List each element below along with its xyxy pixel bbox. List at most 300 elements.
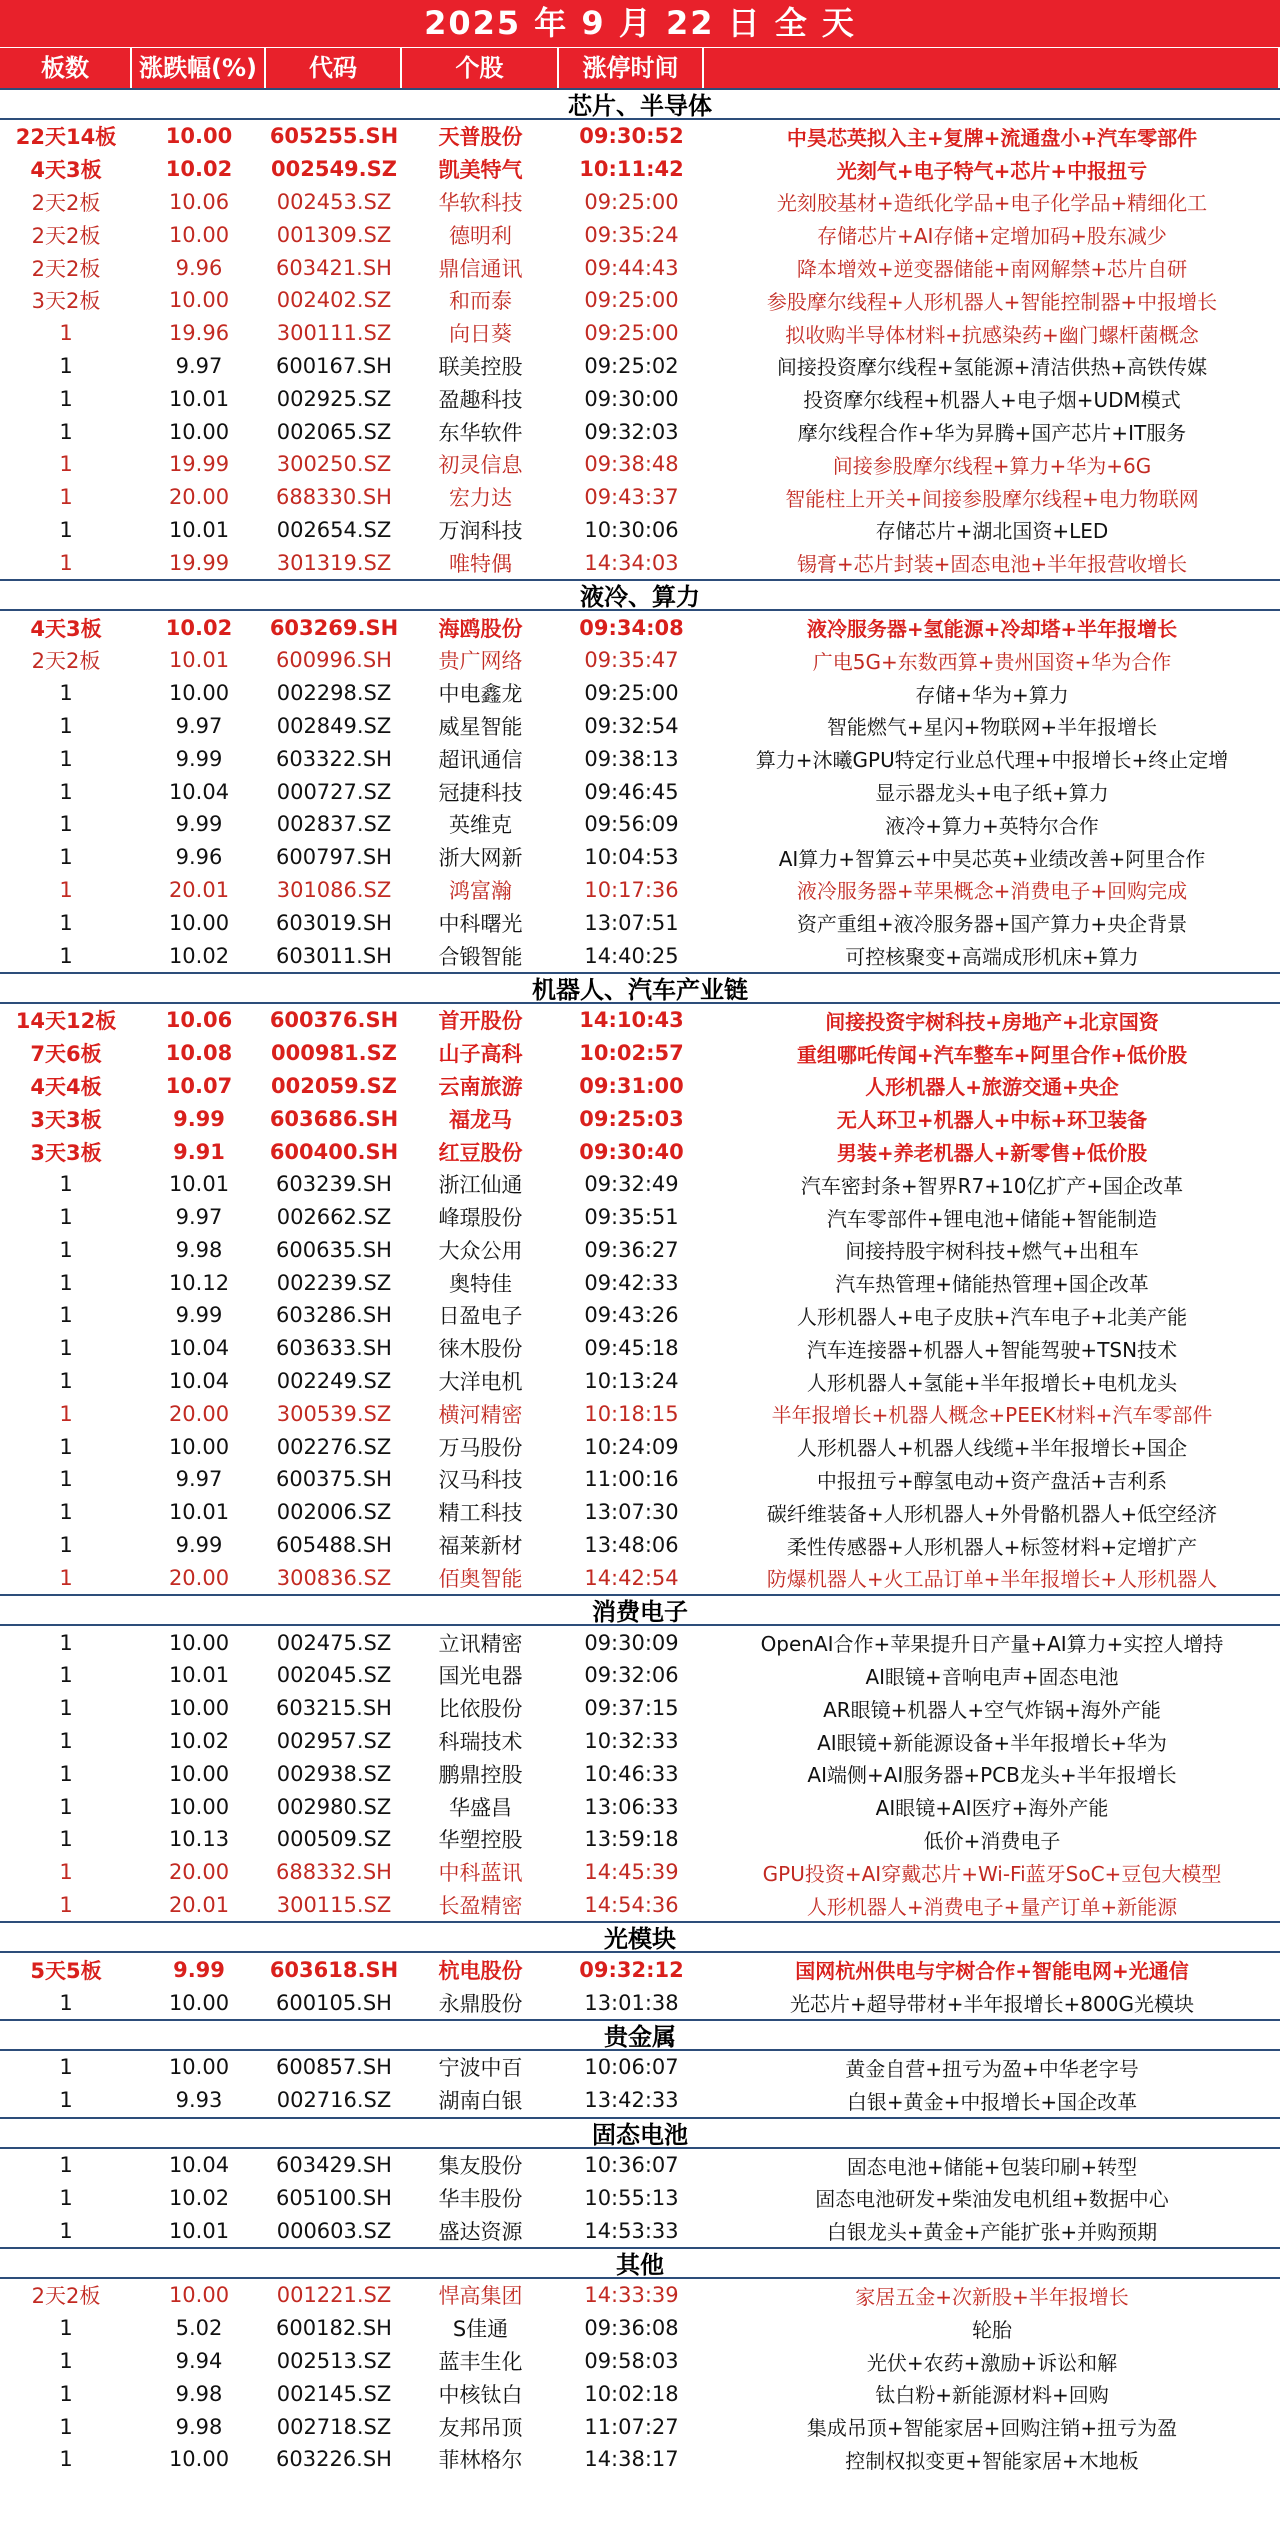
stock-name-cell: 贵广网络 <box>438 649 523 674</box>
board-count-cell: 4天3板 <box>30 158 102 183</box>
stock-code-cell: 603269.SH <box>269 615 399 640</box>
reason-cell: 锡膏+芯片封装+固态电池+半年报营收增长 <box>796 552 1188 577</box>
table-row <box>0 1561 1280 1594</box>
limit-time-cell: 09:44:43 <box>584 255 679 280</box>
reason-cell: 柔性传感器+人形机器人+标签材料+定增扩产 <box>786 1534 1198 1559</box>
reason-cell: AI眼镜+音响电声+固态电池 <box>865 1664 1119 1689</box>
table-row <box>0 2279 1280 2312</box>
limit-time-cell: 09:37:15 <box>584 1696 679 1721</box>
stock-name-cell: S佳通 <box>452 2317 509 2342</box>
section-header: 光模块 <box>0 1921 1280 1953</box>
header-change-pct: 涨跌幅(%) <box>132 48 266 88</box>
change-pct-cell: 10.02 <box>168 2185 230 2210</box>
stock-name-cell: 浙大网新 <box>438 846 523 871</box>
table-row <box>0 382 1280 415</box>
reason-cell: 光芯片+超导带材+半年报增长+800G光模块 <box>790 1992 1194 2017</box>
limit-time-cell: 14:42:54 <box>584 1565 679 1590</box>
change-pct-cell: 19.99 <box>168 452 230 477</box>
board-count-cell: 1 <box>59 2055 73 2080</box>
limit-time-cell: 09:25:00 <box>584 189 679 214</box>
stock-name-cell: 横河精密 <box>438 1402 523 1427</box>
limit-time-cell: 10:17:36 <box>584 877 679 902</box>
stock-code-cell: 002239.SZ <box>276 1270 392 1295</box>
reason-cell: 存储芯片+AI存储+定增加码+股东减少 <box>817 224 1167 249</box>
stock-code-cell: 688332.SH <box>276 1860 392 1885</box>
change-pct-cell: 9.99 <box>173 1106 225 1131</box>
limit-time-cell: 10:30:06 <box>584 517 679 542</box>
board-count-cell: 1 <box>59 2088 73 2113</box>
stock-name-cell: 万润科技 <box>438 518 523 543</box>
change-pct-cell: 10.00 <box>168 288 230 313</box>
stock-code-cell: 605255.SH <box>269 124 399 149</box>
reason-cell: 控制权拟变更+智能家居+木地板 <box>845 2448 1139 2473</box>
table-row <box>0 120 1280 153</box>
limit-time-cell: 14:33:39 <box>584 2283 679 2308</box>
stock-name-cell: 福龙马 <box>449 1107 512 1132</box>
stock-name-cell: 大洋电机 <box>438 1370 523 1395</box>
stock-name-cell: 万马股份 <box>438 1435 523 1460</box>
board-count-cell: 1 <box>59 1237 73 1262</box>
stock-name-cell: 大众公用 <box>438 1238 523 1263</box>
limit-time-cell: 09:35:47 <box>584 648 679 673</box>
board-count-cell: 1 <box>59 2153 73 2178</box>
table-row <box>0 808 1280 841</box>
stock-code-cell: 603226.SH <box>276 2447 392 2472</box>
limit-time-cell: 13:42:33 <box>584 2088 679 2113</box>
change-pct-cell: 10.04 <box>168 779 230 804</box>
table-row <box>0 1135 1280 1168</box>
limit-time-cell: 10:46:33 <box>584 1761 679 1786</box>
table-row <box>0 1790 1280 1823</box>
change-pct-cell: 10.04 <box>168 1336 230 1361</box>
change-pct-cell: 10.13 <box>168 1827 230 1852</box>
stock-code-cell: 002662.SZ <box>276 1205 392 1230</box>
change-pct-cell: 10.00 <box>168 2447 230 2472</box>
reason-cell: 中报扭亏+醇氢电动+资产盘活+吉利系 <box>816 1468 1168 1493</box>
board-count-cell: 1 <box>59 1401 73 1426</box>
stock-code-cell: 603239.SH <box>276 1172 392 1197</box>
board-count-cell: 2天2板 <box>31 256 101 281</box>
reason-cell: 固态电池+储能+包装印刷+转型 <box>846 2154 1138 2179</box>
stock-code-cell: 300836.SZ <box>276 1565 392 1590</box>
reason-cell: 碳纤维装备+人形机器人+外骨骼机器人+低空经济 <box>766 1501 1218 1526</box>
limit-time-cell: 09:43:26 <box>584 1303 679 1328</box>
change-pct-cell: 10.02 <box>168 943 230 968</box>
reason-cell: 家居五金+次新股+半年报增长 <box>855 2284 1129 2309</box>
table-row <box>0 1102 1280 1135</box>
table-row <box>0 1201 1280 1234</box>
table-row <box>0 1953 1280 1986</box>
header-board-count: 板数 <box>0 48 132 88</box>
board-count-cell: 1 <box>59 1500 73 1525</box>
table-row <box>0 611 1280 644</box>
section-header: 消费电子 <box>0 1594 1280 1626</box>
limit-time-cell: 10:04:53 <box>584 845 679 870</box>
stock-name-cell: 菲林格尔 <box>438 2448 523 2473</box>
stock-name-cell: 蓝丰生化 <box>438 2350 523 2374</box>
limit-time-cell: 10:24:09 <box>584 1434 679 1459</box>
table-row <box>0 677 1280 710</box>
change-pct-cell: 20.00 <box>168 1565 230 1590</box>
board-count-cell: 1 <box>59 1860 73 1885</box>
reason-cell: 智能燃气+星闪+物联网+半年报增长 <box>826 715 1158 740</box>
reason-cell: 间接投资宇树科技+房地产+北京国资 <box>825 1009 1159 1034</box>
stock-code-cell: 603686.SH <box>269 1106 399 1131</box>
stock-code-cell: 600635.SH <box>276 1237 392 1262</box>
table-row <box>0 2443 1280 2476</box>
table-row <box>0 1397 1280 1430</box>
stock-code-cell: 600996.SH <box>276 648 392 673</box>
stock-code-cell: 002938.SZ <box>276 1761 392 1786</box>
limit-time-cell: 09:25:02 <box>584 353 679 378</box>
board-count-cell: 4天4板 <box>30 1074 102 1099</box>
change-pct-cell: 10.04 <box>168 2153 230 2178</box>
stock-name-cell: 宏力达 <box>449 486 512 511</box>
stock-name-cell: 凯美特气 <box>438 158 523 183</box>
stock-name-cell: 红豆股份 <box>438 1140 523 1165</box>
limit-time-cell: 10:06:07 <box>584 2055 679 2080</box>
limit-time-cell: 09:25:00 <box>584 321 679 346</box>
reason-cell: 液冷+算力+英特尔合作 <box>885 813 1099 838</box>
change-pct-cell: 20.00 <box>168 1860 230 1885</box>
limit-time-cell: 09:38:13 <box>584 746 679 771</box>
table-row <box>0 1692 1280 1725</box>
stock-code-cell: 002045.SZ <box>276 1663 392 1688</box>
change-pct-cell: 10.06 <box>165 1008 233 1033</box>
stock-code-cell: 600797.SH <box>276 845 392 870</box>
change-pct-cell: 9.99 <box>175 1533 223 1558</box>
table-row <box>0 1856 1280 1889</box>
stock-code-cell: 002513.SZ <box>276 2349 392 2373</box>
board-count-cell: 1 <box>59 910 73 935</box>
board-count-cell: 4天3板 <box>30 616 102 641</box>
stock-name-cell: 中科蓝讯 <box>438 1861 523 1886</box>
stock-name-cell: 天普股份 <box>438 125 523 150</box>
board-count-cell: 1 <box>59 1467 73 1492</box>
board-count-cell: 1 <box>59 1172 73 1197</box>
board-count-cell: 1 <box>59 1827 73 1852</box>
board-count-cell: 22天14板 <box>15 125 117 150</box>
limit-time-cell: 09:42:33 <box>584 1270 679 1295</box>
limit-time-cell: 10:55:13 <box>584 2185 679 2210</box>
reason-cell: 间接参股摩尔线程+算力+华为+6G <box>832 453 1152 478</box>
limit-time-cell: 09:30:09 <box>584 1630 679 1655</box>
reason-cell: 白银+黄金+中报增长+国企改革 <box>846 2089 1138 2114</box>
table-row <box>0 1529 1280 1562</box>
stock-code-cell: 603019.SH <box>276 910 392 935</box>
change-pct-cell: 9.98 <box>175 2381 223 2406</box>
stock-code-cell: 002059.SZ <box>271 1073 397 1098</box>
reason-cell: 汽车密封条+智界R7+10亿扩产+国企改革 <box>800 1173 1184 1198</box>
board-count-cell: 1 <box>59 1369 73 1394</box>
stock-code-cell: 300250.SZ <box>276 452 392 477</box>
board-count-cell: 1 <box>59 517 73 542</box>
board-count-cell: 1 <box>59 2316 73 2341</box>
stock-name-cell: 宁波中百 <box>438 2056 523 2081</box>
table-row <box>0 153 1280 186</box>
limit-time-cell: 09:36:27 <box>584 1237 679 1262</box>
table-row <box>0 2181 1280 2214</box>
reason-cell: GPU投资+AI穿戴芯片+Wi-Fi蓝牙SoC+豆包大模型 <box>762 1861 1222 1886</box>
board-count-cell: 7天6板 <box>30 1042 102 1067</box>
table-row <box>0 1496 1280 1529</box>
table-row <box>0 2084 1280 2117</box>
board-count-cell: 1 <box>59 877 73 902</box>
stock-code-cell: 600375.SH <box>276 1467 392 1492</box>
change-pct-cell: 20.00 <box>168 485 230 510</box>
change-pct-cell: 10.02 <box>165 615 233 640</box>
stock-name-cell: 友邦吊顶 <box>438 2415 523 2440</box>
change-pct-cell: 10.00 <box>168 1434 230 1459</box>
reason-cell: 存储+华为+算力 <box>915 682 1069 707</box>
change-pct-cell: 10.00 <box>168 681 230 706</box>
board-count-cell: 1 <box>59 1533 73 1558</box>
stock-code-cell: 002276.SZ <box>276 1434 392 1459</box>
reason-cell: 国网杭州供电与宇树合作+智能电网+光通信 <box>795 1959 1189 1984</box>
change-pct-cell: 10.01 <box>168 1500 230 1525</box>
board-count-cell: 1 <box>59 746 73 771</box>
board-count-cell: 1 <box>59 485 73 510</box>
stock-code-cell: 002849.SZ <box>276 713 392 738</box>
stock-name-cell: 首开股份 <box>438 1009 523 1034</box>
change-pct-cell: 5.02 <box>175 2316 223 2341</box>
stock-name-cell: 国光电器 <box>438 1664 523 1689</box>
stock-code-cell: 603429.SH <box>276 2153 392 2178</box>
stock-name-cell: 湖南白银 <box>438 2089 523 2114</box>
board-count-cell: 1 <box>59 1303 73 1328</box>
table-row <box>0 2214 1280 2247</box>
board-count-cell: 1 <box>59 1630 73 1655</box>
header-code: 代码 <box>266 48 402 88</box>
stock-code-cell: 603421.SH <box>276 255 392 280</box>
stock-name-cell: 东华软件 <box>438 420 523 445</box>
reason-cell: AI算力+智算云+中昊芯英+业绩改善+阿里合作 <box>778 846 1206 871</box>
stock-code-cell: 000981.SZ <box>271 1041 397 1066</box>
table-header <box>0 47 1280 88</box>
reason-cell: 汽车连接器+机器人+智能驾驶+TSN技术 <box>806 1337 1178 1362</box>
stock-code-cell: 603011.SH <box>276 943 392 968</box>
limit-time-cell: 09:43:37 <box>584 485 679 510</box>
stock-name-cell: 日盈电子 <box>438 1304 523 1329</box>
stock-name-cell: 初灵信息 <box>438 453 523 478</box>
change-pct-cell: 10.01 <box>168 2218 230 2243</box>
limit-time-cell: 09:25:03 <box>579 1106 684 1131</box>
stock-code-cell: 603618.SH <box>269 1957 399 1982</box>
change-pct-cell: 10.00 <box>168 419 230 444</box>
limit-time-cell: 10:02:18 <box>584 2381 679 2406</box>
change-pct-cell: 10.02 <box>168 1729 230 1754</box>
reason-cell: 投资摩尔线程+机器人+电子烟+UDM模式 <box>803 388 1181 413</box>
change-pct-cell: 10.00 <box>168 1696 230 1721</box>
stock-code-cell: 603322.SH <box>276 746 392 771</box>
limit-time-cell: 09:58:03 <box>584 2349 679 2373</box>
change-pct-cell: 9.99 <box>173 1957 225 1982</box>
limit-time-cell: 13:48:06 <box>584 1533 679 1558</box>
change-pct-cell: 10.12 <box>168 1270 230 1295</box>
reason-cell: 间接持股宇树科技+燃气+出租车 <box>845 1239 1139 1264</box>
stock-code-cell: 605100.SH <box>276 2185 392 2210</box>
board-count-cell: 3天3板 <box>30 1107 102 1132</box>
stock-name-cell: 鹏鼎控股 <box>438 1762 523 1787</box>
table-row <box>0 874 1280 907</box>
change-pct-cell: 10.00 <box>168 2283 230 2308</box>
change-pct-cell: 9.97 <box>175 1205 223 1230</box>
board-count-cell: 1 <box>59 681 73 706</box>
stock-name-cell: 和而泰 <box>449 289 512 314</box>
stock-name-cell: 悍高集团 <box>438 2284 523 2309</box>
stock-code-cell: 600105.SH <box>276 1990 392 2015</box>
board-count-cell: 2天2板 <box>31 2284 101 2309</box>
limit-time-cell: 09:32:06 <box>584 1663 679 1688</box>
limit-time-cell: 14:34:03 <box>584 550 679 575</box>
change-pct-cell: 10.04 <box>168 1369 230 1394</box>
stock-name-cell: 浙江仙通 <box>438 1173 523 1198</box>
limit-time-cell: 09:32:12 <box>579 1957 684 1982</box>
board-count-cell: 1 <box>59 1696 73 1721</box>
limit-time-cell: 10:11:42 <box>579 157 684 182</box>
stock-name-cell: 立讯精密 <box>438 1631 523 1656</box>
change-pct-cell: 9.96 <box>175 255 223 280</box>
board-count-cell: 3天3板 <box>30 1140 102 1165</box>
stock-code-cell: 301086.SZ <box>276 877 392 902</box>
board-count-cell: 1 <box>59 1270 73 1295</box>
stock-name-cell: 福莱新材 <box>438 1534 523 1559</box>
stock-name-cell: 冠捷科技 <box>438 780 523 805</box>
stock-name-cell: 徕木股份 <box>438 1337 523 1362</box>
limit-time-cell: 09:32:03 <box>584 419 679 444</box>
change-pct-cell: 10.01 <box>168 1172 230 1197</box>
table-row <box>0 1168 1280 1201</box>
stock-code-cell: 001221.SZ <box>276 2283 392 2308</box>
limit-time-cell: 14:10:43 <box>579 1008 684 1033</box>
table-row <box>0 1037 1280 1070</box>
table-row <box>0 1986 1280 2019</box>
table-row <box>0 710 1280 743</box>
stock-code-cell: 002453.SZ <box>276 189 392 214</box>
stock-name-cell: 汉马科技 <box>438 1468 523 1493</box>
table-row <box>0 2410 1280 2443</box>
limit-time-cell: 09:31:00 <box>579 1073 684 1098</box>
board-count-cell: 2天2板 <box>31 223 101 248</box>
reason-cell: 光刻胶基材+造纸化学品+电子化学品+精细化工 <box>776 191 1208 216</box>
stock-code-cell: 002654.SZ <box>276 517 392 542</box>
reason-cell: 固态电池研发+柴油发电机组+数据中心 <box>815 2187 1169 2212</box>
table-row <box>0 284 1280 317</box>
change-pct-cell: 10.08 <box>165 1041 233 1066</box>
reason-cell: 间接投资摩尔线程+氢能源+清洁供热+高铁传媒 <box>776 355 1208 380</box>
reason-cell: 光刻气+电子特气+芯片+中报扭亏 <box>836 158 1148 183</box>
board-count-cell: 1 <box>59 1761 73 1786</box>
limit-time-cell: 09:45:18 <box>584 1336 679 1361</box>
limit-time-cell: 09:30:00 <box>584 386 679 411</box>
board-count-cell: 1 <box>59 713 73 738</box>
reason-cell: 人形机器人+消费电子+量产订单+新能源 <box>806 1894 1178 1919</box>
board-count-cell: 1 <box>59 2218 73 2243</box>
limit-time-cell: 14:38:17 <box>584 2447 679 2472</box>
stock-name-cell: 唯特偶 <box>449 551 512 576</box>
header-reason <box>704 48 1280 88</box>
reason-cell: 降本增效+逆变器储能+南网解禁+芯片自研 <box>796 257 1188 282</box>
stock-name-cell: 中核钛白 <box>438 2382 523 2407</box>
table-row <box>0 1266 1280 1299</box>
stock-code-cell: 002716.SZ <box>276 2088 392 2113</box>
reason-cell: 白银龙头+黄金+产能扩张+并购预期 <box>826 2220 1158 2245</box>
stock-code-cell: 300111.SZ <box>276 321 392 346</box>
table-row <box>0 2312 1280 2345</box>
stock-name-cell: 精工科技 <box>438 1501 523 1526</box>
stock-name-cell: 合锻智能 <box>438 944 523 969</box>
stock-code-cell: 002980.SZ <box>276 1794 392 1819</box>
board-count-cell: 1 <box>59 353 73 378</box>
board-count-cell: 1 <box>59 1794 73 1819</box>
reason-cell: 参股摩尔线程+人形机器人+智能控制器+中报增长 <box>766 289 1218 314</box>
stock-name-cell: 中电鑫龙 <box>438 682 523 707</box>
change-pct-cell: 10.00 <box>168 1761 230 1786</box>
stock-name-cell: 峰璟股份 <box>438 1206 523 1231</box>
stock-code-cell: 002925.SZ <box>276 386 392 411</box>
table-row <box>0 1332 1280 1365</box>
reason-cell: 集成吊顶+智能家居+回购注销+扭亏为盈 <box>806 2416 1178 2441</box>
change-pct-cell: 10.00 <box>168 1990 230 2015</box>
board-count-cell: 2天2板 <box>31 190 101 215</box>
stock-code-cell: 000727.SZ <box>276 779 392 804</box>
limit-time-cell: 09:56:09 <box>584 812 679 837</box>
reason-cell: AI眼镜+新能源设备+半年报增长+华为 <box>817 1730 1167 1755</box>
stock-code-cell: 002145.SZ <box>276 2381 392 2406</box>
limit-time-cell: 09:36:08 <box>584 2316 679 2341</box>
stock-code-cell: 600376.SH <box>269 1008 399 1033</box>
change-pct-cell: 10.00 <box>168 1794 230 1819</box>
board-count-cell: 14天12板 <box>15 1009 117 1034</box>
limit-time-cell: 09:32:49 <box>584 1172 679 1197</box>
stock-name-cell: 奥特佳 <box>449 1271 512 1296</box>
stock-code-cell: 002718.SZ <box>276 2414 392 2439</box>
board-count-cell: 1 <box>59 1434 73 1459</box>
section-header: 芯片、半导体 <box>0 88 1280 120</box>
change-pct-cell: 19.96 <box>168 321 230 346</box>
table-row <box>0 1299 1280 1332</box>
reason-cell: 算力+沐曦GPU特定行业总代理+中报增长+终止定增 <box>755 748 1229 773</box>
limit-time-cell: 13:01:38 <box>584 1990 679 2015</box>
table-row <box>0 742 1280 775</box>
change-pct-cell: 10.01 <box>168 386 230 411</box>
section-header: 固态电池 <box>0 2117 1280 2149</box>
limit-time-cell: 10:13:24 <box>584 1369 679 1394</box>
board-count-cell: 1 <box>59 1729 73 1754</box>
stock-code-cell: 603633.SH <box>276 1336 392 1361</box>
reason-cell: 光伏+农药+激励+诉讼和解 <box>866 2350 1118 2375</box>
table-row <box>0 2149 1280 2182</box>
limit-time-cell: 09:38:48 <box>584 452 679 477</box>
table-row <box>0 1463 1280 1496</box>
header-limit-time: 涨停时间 <box>559 48 704 88</box>
board-count-cell: 1 <box>59 845 73 870</box>
stock-code-cell: 002957.SZ <box>276 1729 392 1754</box>
limit-time-cell: 13:06:33 <box>584 1794 679 1819</box>
change-pct-cell: 9.97 <box>175 353 223 378</box>
limit-time-cell: 13:07:51 <box>584 910 679 935</box>
stock-code-cell: 001309.SZ <box>276 222 392 247</box>
table-row <box>0 841 1280 874</box>
change-pct-cell: 9.99 <box>175 812 223 837</box>
change-pct-cell: 10.00 <box>168 910 230 935</box>
stock-code-cell: 688330.SH <box>276 485 392 510</box>
stock-code-cell: 002249.SZ <box>276 1369 392 1394</box>
board-count-cell: 1 <box>59 452 73 477</box>
change-pct-cell: 10.07 <box>165 1073 233 1098</box>
change-pct-cell: 9.91 <box>173 1139 225 1164</box>
stock-name-cell: 比依股份 <box>438 1697 523 1722</box>
